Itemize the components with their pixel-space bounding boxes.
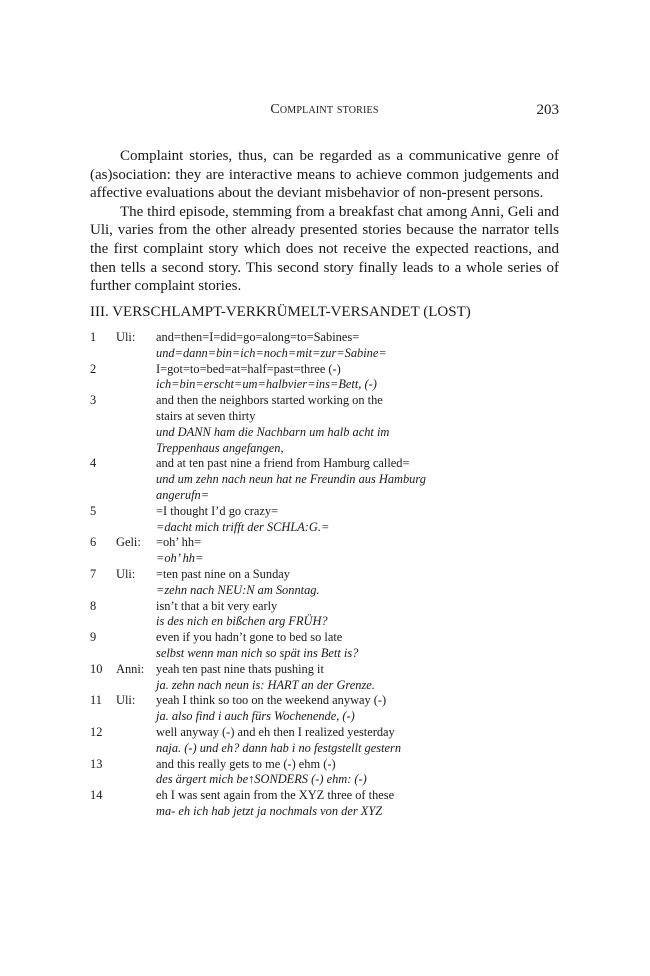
speaker-label [116, 788, 156, 820]
english-line: I=got=to=bed=at=half=past=three (-) [156, 361, 341, 376]
utterance [156, 662, 570, 694]
turn-number: 7 [90, 566, 97, 581]
english-line: well anyway (-) and eh then I realized yesterday [156, 724, 395, 739]
german-line: des ärgert mich be↑SONDERS (-) ehm: (-) [156, 772, 367, 787]
german-line: =dacht mich trifft der SCHLA:G.= [156, 519, 330, 534]
utterance [156, 362, 570, 394]
turn-number: 2 [90, 361, 97, 376]
turn-number: 8 [90, 598, 97, 613]
utterance [156, 757, 570, 789]
english-line: =oh’ hh= [156, 535, 202, 550]
transcript-turn [90, 693, 570, 725]
utterance [156, 330, 570, 362]
transcript-turn [90, 788, 570, 820]
turn-number: 3 [90, 393, 97, 408]
german-line: ma- eh ich hab jetzt ja nochmals von der XYZ [156, 803, 383, 818]
german-line: ja. zehn nach neun is: HART an der Grenze. [156, 677, 375, 692]
english-line: and then the neighbors started working on the [156, 393, 383, 408]
speaker-label [116, 504, 156, 536]
transcript-turn [90, 393, 570, 456]
german-line: angerufn= [156, 487, 210, 502]
turn-number: 12 [90, 724, 103, 739]
german-line: naja. (-) und eh? dann hab i no festgstellt gestern [156, 740, 402, 755]
running-title: Complaint stories [270, 102, 379, 117]
speaker-label: Uli: [116, 693, 136, 708]
german-line: ich=bin=erscht=um=halbvier=ins=Bett, (-) [156, 377, 377, 392]
english-line: and=then=I=did=go=along=to=Sabines= [156, 330, 360, 344]
transcript-turn [90, 504, 570, 536]
english-line: yeah I think so too on the weekend anyway (-) [156, 693, 387, 708]
english-line: and at ten past nine a friend from Hamburg called= [156, 456, 410, 471]
speaker-label: Uli: [116, 330, 136, 344]
speaker-label [116, 757, 156, 789]
english-line: =I thought I’d go crazy= [156, 503, 279, 518]
utterance [156, 693, 570, 725]
utterance [156, 393, 570, 456]
german-line: =oh’ hh= [156, 551, 204, 566]
english-line: even if you hadn’t gone to bed so late [156, 630, 343, 645]
paragraph: Complaint stories, thus, can be regarded as a communicative genre of (as)sociation: they are interactive means to achieve common judgements and affective evaluations about the deviant misbehavior of non-present persons. [90, 148, 559, 202]
turn-number: 9 [90, 630, 97, 645]
turn-number: 14 [90, 788, 103, 803]
turn-number: 5 [90, 503, 97, 518]
utterance [156, 599, 570, 631]
transcript-turn [90, 662, 570, 694]
speaker-label [116, 362, 156, 394]
body-text [90, 147, 559, 296]
page-number: 203 [536, 102, 559, 118]
speaker-label: Uli: [116, 566, 136, 581]
german-line: und=dann=bin=ich=noch=mit=zur=Sabine= [156, 345, 387, 360]
english-line: =ten past nine on a Sunday [156, 566, 290, 581]
running-head [90, 102, 559, 120]
utterance [156, 456, 570, 503]
transcript [90, 330, 570, 820]
speaker-label: Geli: [116, 535, 141, 550]
transcript-turn [90, 725, 570, 757]
turn-number: 4 [90, 456, 97, 471]
speaker-label [116, 599, 156, 631]
transcript-turn [90, 330, 570, 362]
utterance [156, 535, 570, 567]
section-heading: III. VERSCHLAMPT-VERKRÜMELT-VERSANDET (LOST) [90, 304, 471, 320]
transcript-turn [90, 456, 570, 503]
german-line: Treppenhaus angefangen, [156, 440, 284, 455]
paragraph: The third episode, stemming from a breakfast chat among Anni, Geli and Uli, varies from the other already presented stories because the narrator tells the first complaint story which does not receive the expected reactions, and then tells a second story. This second story finally leads to a whole series of further complaint stories. [90, 203, 559, 295]
speaker-label [116, 456, 156, 503]
utterance [156, 630, 570, 662]
english-line: and this really gets to me (-) ehm (-) [156, 756, 336, 771]
speaker-label [116, 393, 156, 456]
transcript-turn [90, 535, 570, 567]
english-line: isn’t that a bit very early [156, 598, 278, 613]
transcript-turn [90, 630, 570, 662]
transcript-turn [90, 757, 570, 789]
turn-number: 10 [90, 661, 103, 676]
german-line: ja. also find i auch fürs Wochenende, (-) [156, 709, 355, 724]
speaker-label [116, 725, 156, 757]
utterance [156, 567, 570, 599]
turn-number: 13 [90, 756, 103, 771]
german-line: selbst wenn man nich so spät ins Bett is? [156, 645, 359, 660]
english-line: stairs at seven thirty [156, 408, 256, 423]
english-line: yeah ten past nine thats pushing it [156, 661, 324, 676]
german-line: is des nich en bißchen arg FRÜH? [156, 614, 328, 629]
transcript-turn [90, 362, 570, 394]
transcript-turn [90, 599, 570, 631]
german-line: =zehn nach NEU:N am Sonntag. [156, 582, 320, 597]
german-line: und um zehn nach neun hat ne Freundin aus Hamburg [156, 472, 426, 487]
turn-number: 11 [90, 693, 102, 708]
turn-number: 6 [90, 535, 97, 550]
german-line: und DANN ham die Nachbarn um halb acht im [156, 424, 390, 439]
speaker-label: Anni: [116, 661, 145, 676]
english-line: eh I was sent again from the XYZ three of these [156, 788, 395, 803]
turn-number: 1 [90, 330, 97, 344]
utterance [156, 725, 570, 757]
utterance [156, 788, 570, 820]
transcript-turn [90, 567, 570, 599]
utterance [156, 504, 570, 536]
speaker-label [116, 630, 156, 662]
